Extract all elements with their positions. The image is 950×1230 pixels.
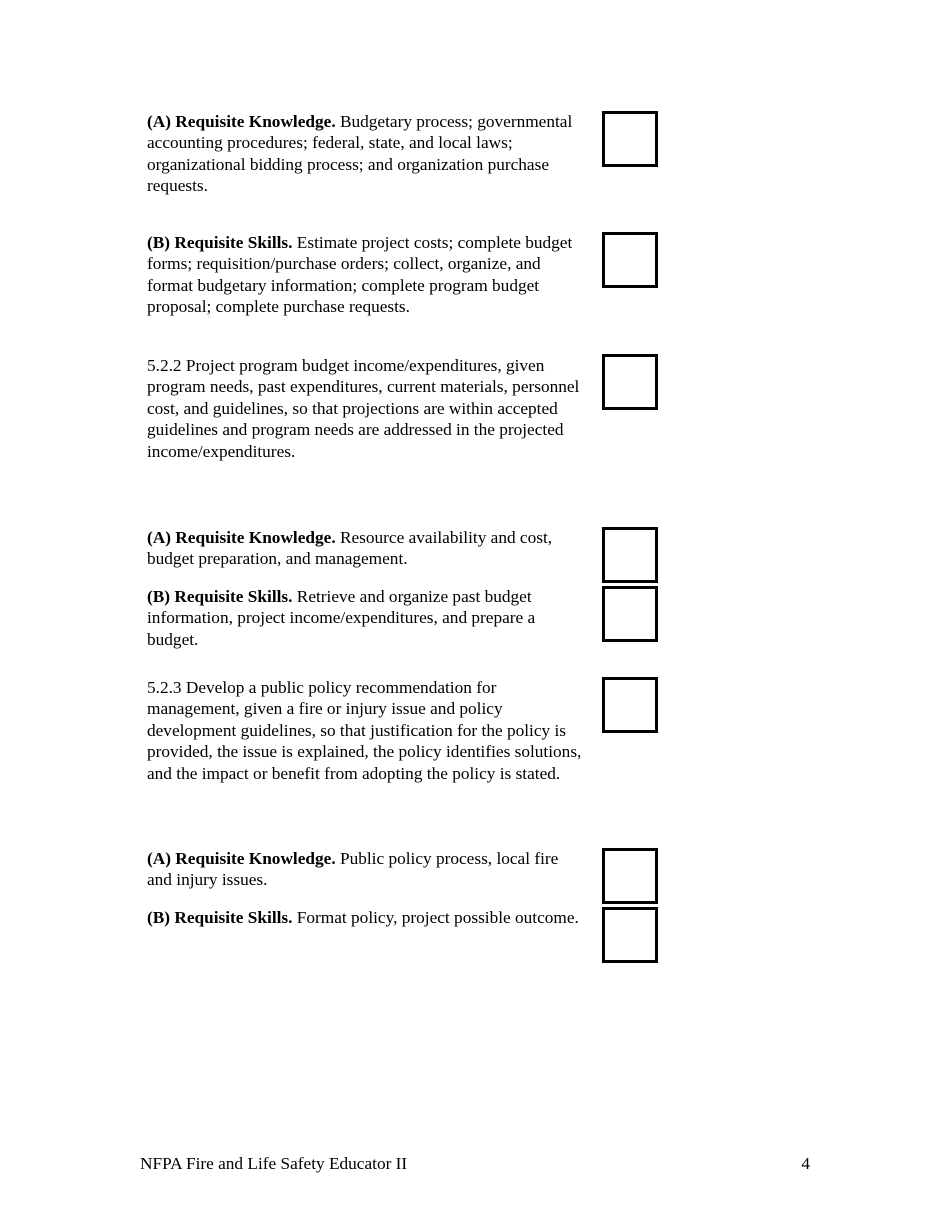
skills-item-past-budget xyxy=(147,586,587,650)
item-label: (B) Requisite Skills. xyxy=(147,908,293,927)
checkbox-standard-5-2-2[interactable] xyxy=(602,354,658,410)
page-number: 4 xyxy=(801,1154,810,1173)
checkbox-standard-5-2-3[interactable] xyxy=(602,677,658,733)
item-text: Public policy process, local fire and injury issues. xyxy=(147,849,559,890)
standard-5-2-3 xyxy=(147,677,587,784)
item-text: Estimate project costs; complete budget forms; requisition/purchase orders; collect, organize, and format budgetary information; complete program budget proposal; complete purchase requests. xyxy=(147,233,573,317)
knowledge-item-resource xyxy=(147,527,587,570)
knowledge-item-public-policy xyxy=(147,848,587,891)
checkbox-skills-budget-forms[interactable] xyxy=(602,232,658,288)
footer-title: NFPA Fire and Life Safety Educator II xyxy=(140,1154,408,1173)
item-text: Budgetary process; governmental accounting procedures; federal, state, and local laws; organizational bidding process; and organization purchase requests. xyxy=(147,112,573,196)
skills-item-format-policy xyxy=(147,907,587,928)
checkbox-skills-past-budget[interactable] xyxy=(602,586,658,642)
checkbox-knowledge-resource[interactable] xyxy=(602,527,658,583)
item-text: Retrieve and organize past budget information, project income/expenditures, and prepare a budget. xyxy=(147,587,536,649)
skills-item-budget-forms xyxy=(147,232,587,318)
item-label: (A) Requisite Knowledge. xyxy=(147,528,336,547)
checkbox-knowledge-budgetary[interactable] xyxy=(602,111,658,167)
item-text: 5.2.2 Project program budget income/expenditures, given program needs, past expenditures, current materials, personnel cost, and guidelines, so that projections are within accepted guidelines and program needs are addressed in the projected income/expenditures. xyxy=(147,356,580,461)
item-label: (B) Requisite Skills. xyxy=(147,587,293,606)
item-label: (A) Requisite Knowledge. xyxy=(147,112,336,131)
item-text: Resource availability and cost, budget preparation, and management. xyxy=(147,528,553,569)
standard-5-2-2 xyxy=(147,355,587,462)
item-text: Format policy, project possible outcome. xyxy=(292,908,579,927)
item-text: 5.2.3 Develop a public policy recommendation for management, given a fire or injury issue and policy development guidelines, so that justification for the policy is provided, the issue is explained, the policy identifies solutions, and the impact or benefit from adopting the policy is stated. xyxy=(147,678,582,783)
checkbox-knowledge-public-policy[interactable] xyxy=(602,848,658,904)
checkbox-skills-format-policy[interactable] xyxy=(602,907,658,963)
knowledge-item-budgetary xyxy=(147,111,587,197)
item-label: (A) Requisite Knowledge. xyxy=(147,849,336,868)
item-label: (B) Requisite Skills. xyxy=(147,233,293,252)
